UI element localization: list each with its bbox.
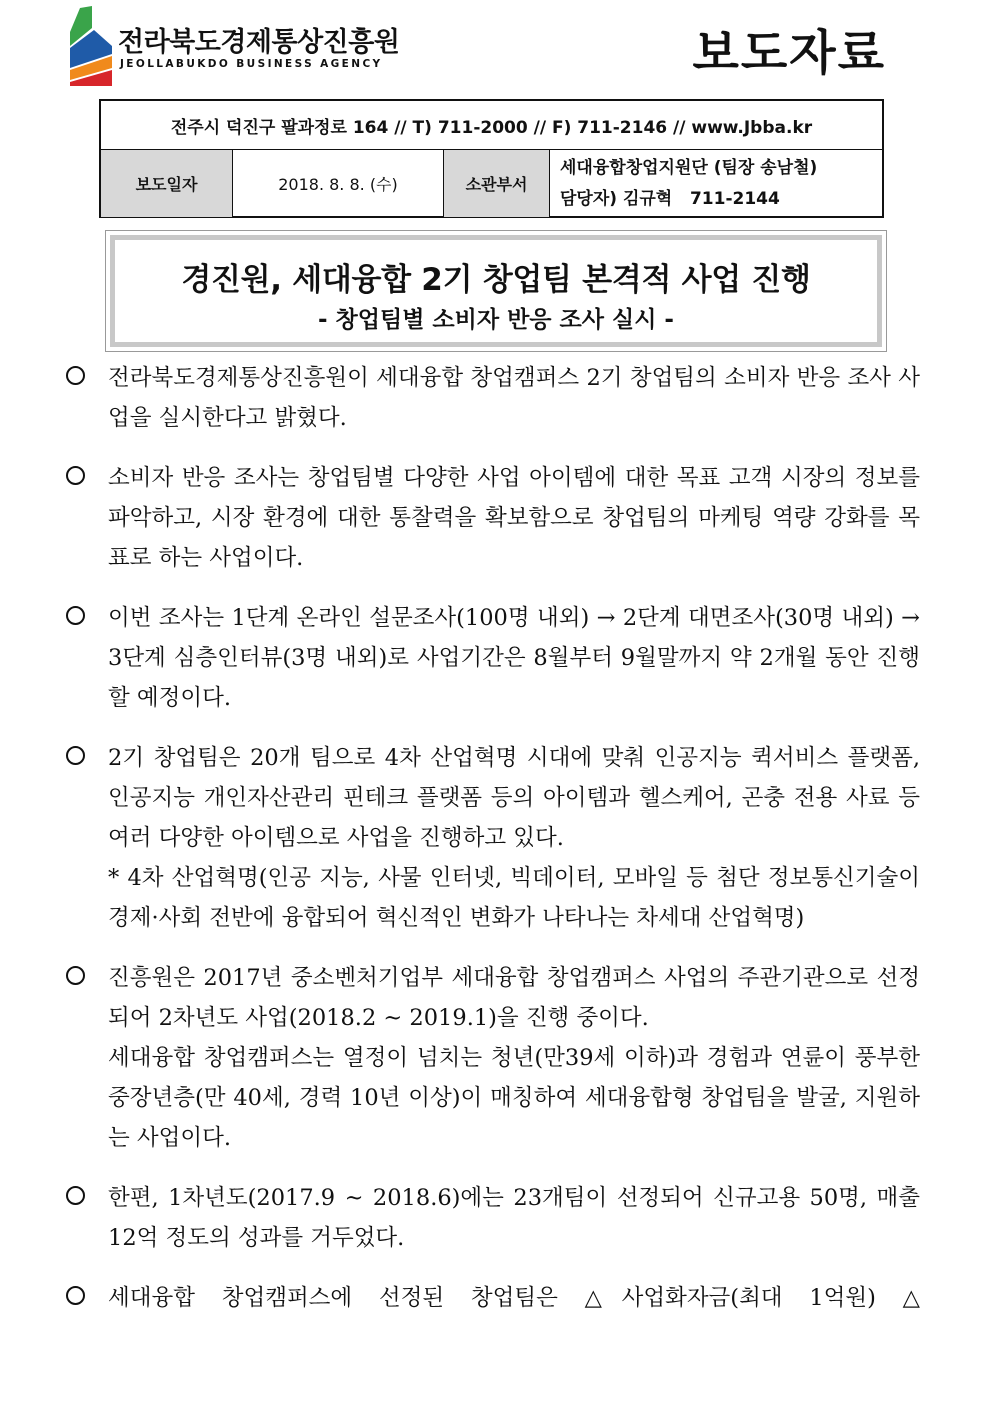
org-name-ko: 전라북도경제통상진흥원: [118, 27, 400, 58]
paragraph-text: 이번 조사는 1단계 온라인 설문조사(100명 내외) → 2단계 대면조사(30명 내외) → 3단계 심층인터뷰(3명 내외)로 사업기간은 8월부터 9월말까지 약 2개월 동안 진행할 예정이다.: [108, 605, 920, 711]
circle-bullet-icon: [66, 466, 85, 485]
circle-bullet-icon: [66, 746, 85, 765]
circle-bullet-icon: [66, 366, 85, 385]
list-item: [66, 598, 920, 718]
circle-bullet-icon: [66, 606, 85, 625]
paragraph-text: 2기 창업팀은 20개 팀으로 4차 산업혁명 시대에 맞춰 인공지능 퀵서비스 플랫폼, 인공지능 개인자산관리 핀테크 플랫폼 등의 아이템과 헬스케어, 곤충 전용 사료 등 여러 다양한 아이템으로 사업을 진행하고 있다.: [108, 745, 920, 851]
dept-label: 소관부서: [444, 150, 550, 217]
date-value: 2018. 8. 8. (수): [233, 150, 444, 217]
contact-value: 담당자) 김규혁 711-2144: [560, 188, 780, 209]
paragraph-text: 한편, 1차년도(2017.9 ~ 2018.6)에는 23개팀이 선정되어 신규고용 50명, 매출 12억 정도의 성과를 거두었다.: [108, 1185, 920, 1251]
list-item: [66, 958, 920, 1158]
list-item: [66, 458, 920, 578]
subheadline: - 창업팀별 소비자 반응 조사 실시 -: [318, 307, 674, 333]
list-item: [66, 358, 920, 438]
paragraph-continuation: 세대융합 창업캠퍼스는 열정이 넘치는 청년(만39세 이하)과 경험과 연륜이 풍부한 중장년층(만 40세, 경력 10년 이상)이 매칭하여 세대융합형 창업팀을 발굴, 지원하는 사업이다.: [108, 1045, 920, 1151]
paragraph-text: 진흥원은 2017년 중소벤처기업부 세대융합 창업캠퍼스 사업의 주관기관으로 선정되어 2차년도 사업(2018.2 ~ 2019.1)을 진행 중이다.: [108, 965, 920, 1031]
paragraph-text: 전라북도경제통상진흥원이 세대융합 창업캠퍼스 2기 창업팀의 소비자 반응 조사 사업을 실시한다고 밝혔다.: [108, 365, 920, 431]
circle-bullet-icon: [66, 1286, 85, 1305]
circle-bullet-icon: [66, 966, 85, 985]
paragraph-text: 세대융합 창업캠퍼스에 선정된 창업팀은 △사업화자금(최대 1억원) △: [108, 1285, 920, 1311]
article-body: [66, 358, 920, 1338]
date-label: 보도일자: [101, 150, 233, 217]
list-item: [66, 1178, 920, 1258]
agency-logo-mark: [66, 6, 114, 86]
headline: 경진원, 세대융합 2기 창업팀 본격적 사업 진행: [181, 262, 811, 298]
doc-type-title: 보도자료: [692, 25, 886, 81]
circle-bullet-icon: [66, 1186, 85, 1205]
dept-contact: [550, 150, 882, 217]
headline-box: [105, 230, 887, 352]
info-table: [99, 99, 884, 218]
list-item: [66, 738, 920, 938]
info-row: [101, 150, 882, 217]
footnote-text: * 4차 산업혁명(인공 지능, 사물 인터넷, 빅데이터, 모바일 등 첨단 정보통신기술이 경제·사회 전반에 융합되어 혁신적인 변화가 나타나는 차세대 산업혁명): [108, 865, 920, 931]
agency-logo: [66, 6, 400, 86]
paragraph-text: 소비자 반응 조사는 창업팀별 다양한 사업 아이템에 대한 목표 고객 시장의 정보를 파악하고, 시장 환경에 대한 통찰력을 확보함으로 창업팀의 마케팅 역량 강화를 목표로 하는 사업이다.: [108, 465, 920, 571]
dept-value: 세대융합창업지원단 (팀장 송남철): [560, 157, 818, 178]
headline-inner: [110, 235, 882, 347]
org-name-en: JEOLLABUKDO BUSINESS AGENCY: [120, 58, 383, 70]
address-line: 전주시 덕진구 팔과정로 164 // T) 711-2000 // F) 711-2146 // www.Jbba.kr: [101, 101, 882, 150]
list-item: [66, 1278, 920, 1318]
